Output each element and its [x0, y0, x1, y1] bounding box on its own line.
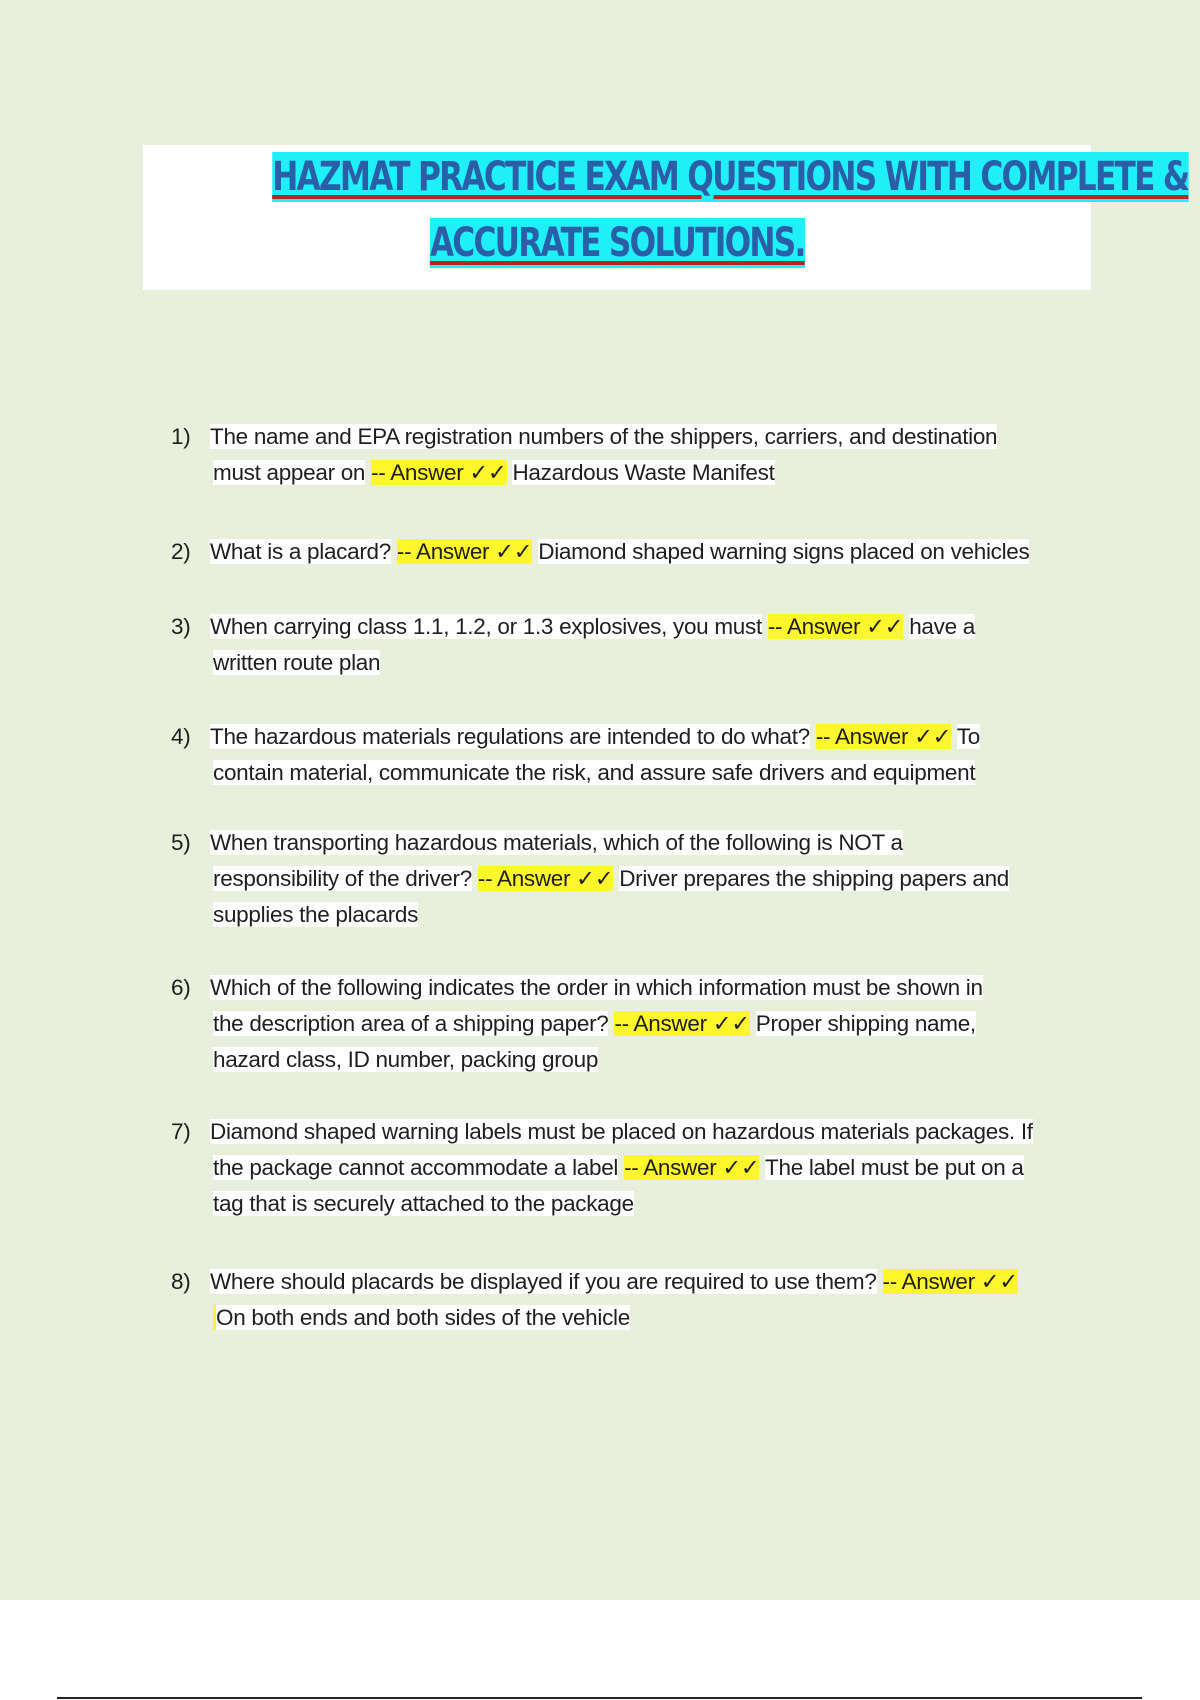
answer-text: Proper shipping name,: [755, 1011, 976, 1036]
answer-text: Driver prepares the shipping papers and: [619, 866, 1010, 891]
answer-marker: -- Answer ✓✓: [371, 460, 507, 485]
question-text: responsibility of the driver?: [213, 866, 472, 891]
answer-marker: -- Answer ✓✓: [815, 724, 952, 749]
answer-marker: -- Answer ✓✓: [767, 614, 904, 639]
question-text: the package cannot accommodate a label: [213, 1155, 619, 1180]
question-item: [171, 1113, 1101, 1222]
question-item: [171, 1263, 1101, 1336]
question-number: 2): [171, 539, 191, 564]
question-text: must appear on: [213, 460, 366, 485]
question-text: The name and EPA registration numbers of the shippers, carriers, and destination: [210, 424, 998, 449]
question-number: 7): [171, 1119, 191, 1144]
answer-text: On both ends and both sides of the vehicle: [213, 1305, 630, 1330]
answer-text: contain material, communicate the risk, and assure safe drivers and equipment: [213, 760, 976, 785]
answer-text: written route plan: [213, 650, 381, 675]
answer-marker: -- Answer ✓✓: [614, 1011, 750, 1036]
question-number: 6): [171, 975, 191, 1000]
question-item: [171, 533, 1101, 570]
question-number: 4): [171, 724, 191, 749]
question-text: Where should placards be displayed if you are required to use them?: [210, 1269, 877, 1294]
question-item: [171, 718, 1101, 791]
answer-text: have a: [909, 614, 975, 639]
answer-marker: -- Answer ✓✓: [396, 539, 533, 564]
question-text: Which of the following indicates the order in which information must be shown in: [210, 975, 983, 1000]
answer-text: Diamond shaped warning signs placed on vehicles: [538, 539, 1030, 564]
question-number: 1): [171, 424, 191, 449]
question-text: Diamond shaped warning labels must be placed on hazardous materials packages. If: [210, 1119, 1033, 1144]
document-title-line-1: HAZMAT PRACTICE EXAM QUESTIONS WITH COMPLETE &: [272, 154, 1189, 200]
answer-text: To: [956, 724, 980, 749]
answer-marker: -- Answer ✓✓: [882, 1269, 1018, 1294]
answer-text: supplies the placards: [213, 902, 419, 927]
answer-marker: -- Answer ✓✓: [477, 866, 614, 891]
answer-marker: -- Answer ✓✓: [624, 1155, 760, 1180]
question-text: What is a placard?: [210, 539, 391, 564]
question-item: [171, 969, 1101, 1078]
question-number: 5): [171, 830, 191, 855]
question-text: When transporting hazardous materials, which of the following is NOT a: [210, 830, 903, 855]
question-number: 8): [171, 1269, 191, 1294]
question-item: [171, 418, 1101, 491]
title-box: [143, 145, 1189, 290]
document-title-line-2: ACCURATE SOLUTIONS.: [429, 220, 805, 266]
answer-text: hazard class, ID number, packing group: [213, 1047, 599, 1072]
question-text: When carrying class 1.1, 1.2, or 1.3 explosives, you must: [210, 614, 762, 639]
question-item: [171, 608, 1101, 681]
answer-text: tag that is securely attached to the package: [213, 1191, 634, 1216]
footer-rule: [57, 1697, 1142, 1699]
answer-text: Hazardous Waste Manifest: [512, 460, 775, 485]
answer-text: The label must be put on a: [765, 1155, 1024, 1180]
question-item: [171, 824, 1101, 933]
question-text: the description area of a shipping paper?: [213, 1011, 609, 1036]
question-text: The hazardous materials regulations are intended to do what?: [210, 724, 810, 749]
question-number: 3): [171, 614, 191, 639]
